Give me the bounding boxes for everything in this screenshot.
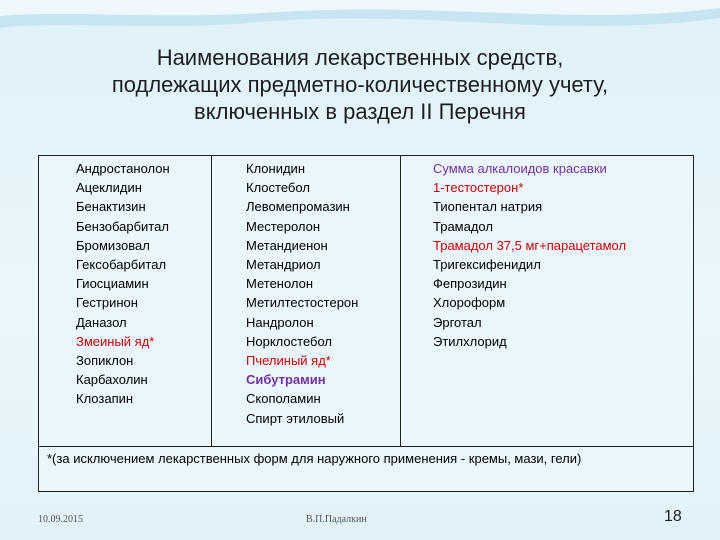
drug-item: Гексобарбитал (76, 257, 167, 273)
drug-item: Хлороформ (433, 295, 506, 311)
drug-column-1 (76, 159, 170, 409)
drug-item: Сумма алкалоидов красавки (433, 161, 607, 176)
drug-column-2 (246, 159, 358, 428)
page-number: 18 (664, 508, 682, 525)
drug-item: Трамадол 37,5 мг+парацетамол (433, 237, 627, 253)
drug-column-3 (433, 159, 626, 351)
drug-item: Тиопентал натрия (433, 199, 543, 215)
drug-item: Метенолон (246, 276, 314, 292)
drug-item: Скополамин (246, 391, 321, 407)
drug-item: Бенактизин (76, 199, 146, 215)
drug-item: Метандиенон (246, 237, 328, 253)
drug-item: 1-тестостерон* (433, 180, 524, 196)
drug-item: Клостебол (246, 180, 310, 196)
title-line-3: включенных в раздел II Перечня (194, 99, 526, 124)
footer-author: В.П.Падалкин (306, 514, 367, 525)
drug-item: Этилхлорид (433, 333, 507, 349)
drug-item: Клонидин (246, 161, 306, 176)
drug-item: Норклостебол (246, 333, 333, 349)
drug-item: Клозапин (76, 391, 134, 407)
drug-item: Нандролон (246, 314, 314, 330)
drug-item: Гиосциамин (76, 276, 149, 292)
drug-item: Зопиклон (76, 353, 134, 369)
drug-item: Эрготал (433, 314, 482, 330)
drug-item: Метилтестостерон (246, 295, 359, 311)
footer-date: 10.09.2015 (38, 514, 83, 525)
drug-item: Метандриол (246, 257, 321, 273)
column-divider-1 (211, 156, 212, 446)
drug-item: Даназол (76, 314, 127, 330)
drug-item: Карбахолин (76, 372, 148, 388)
drug-table (38, 155, 694, 492)
column-divider-2 (400, 156, 401, 446)
drug-item: Сибутрамин (246, 372, 326, 388)
drug-item: Бромизовал (76, 237, 150, 253)
drug-item: Спирт этиловый (246, 410, 345, 426)
drug-item: Ацеклидин (76, 180, 142, 196)
title-line-2: подлежащих предметно-количественному учету, (111, 72, 609, 97)
drug-item: Пчелиный яд* (246, 353, 331, 369)
drug-item: Бензобарбитал (76, 218, 169, 234)
drug-item: Трамадол (433, 218, 493, 234)
title-line-1: Наименования лекарственных средств, (156, 45, 564, 70)
drug-item: Змеиный яд* (76, 333, 155, 349)
drug-item: Левомепромазин (246, 199, 350, 215)
drug-item: Тригексифенидил (433, 257, 541, 273)
drug-item: Местеролон (246, 218, 321, 234)
page-title (20, 44, 700, 125)
drug-item: Андростанолон (76, 161, 170, 176)
table-row-divider (39, 446, 693, 447)
footnote: *(за исключением лекарственных форм для наружного применения - кремы, мази, гели) (47, 451, 582, 466)
drug-item: Фепрозидин (433, 276, 507, 292)
drug-item: Гестринон (76, 295, 138, 311)
